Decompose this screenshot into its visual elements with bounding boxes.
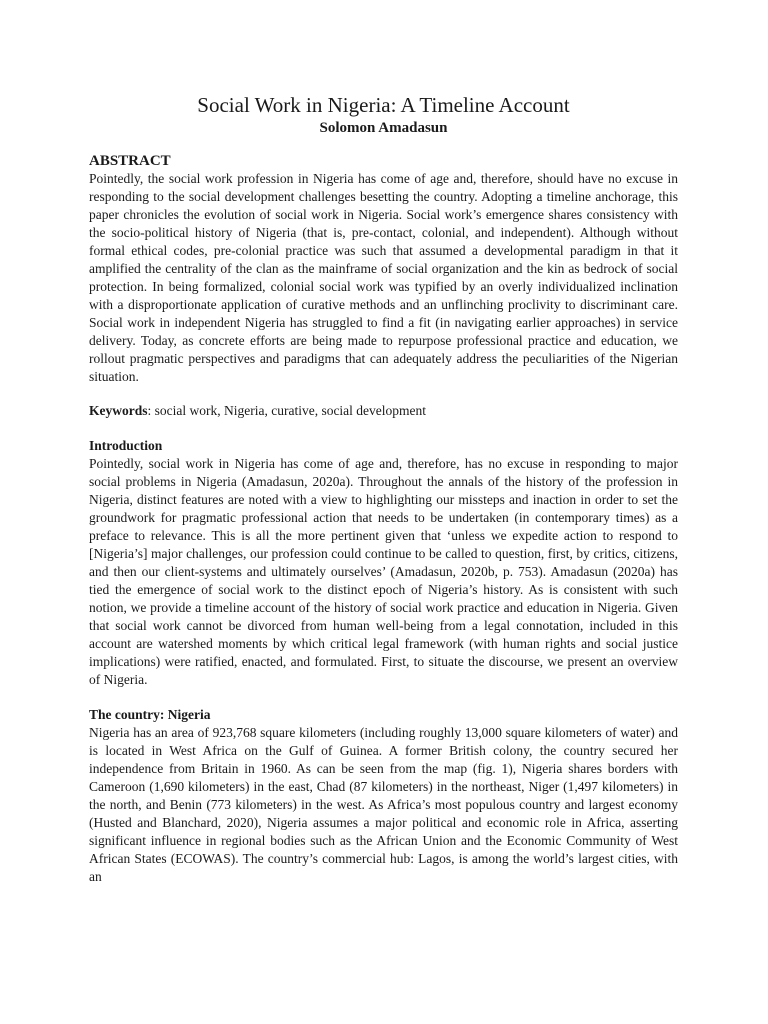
author-name: Solomon Amadasun (319, 120, 448, 136)
keywords-label: Keywords (89, 403, 148, 418)
keywords-line (89, 402, 678, 420)
introduction-heading: Introduction (89, 438, 163, 453)
paper-title: Social Work in Nigeria: A Timeline Account (197, 93, 570, 117)
abstract-heading: ABSTRACT (89, 153, 171, 169)
keywords-text: : social work, Nigeria, curative, social development (147, 403, 427, 418)
abstract-text: Pointedly, the social work profession in Nigeria has come of age and, therefore, should have no excuse in responding to the social development challenges besetting the country. Adopting a timeline anchorage, this paper chronicles the evolution of social work in Nigeria. Social work’s emergence shares consistency with the socio-political history of Nigeria (that is, pre-contact, colonial, and independent). Although without formal ethical codes, pre-colonial practice was such that assumed a developmental paradigm in that it amplified the centrality of the clan as the mainframe of social organization and the kin as bedrock of social protection. In being formalized, colonial social work was typified by an overly individualized inclination with a disproportionate application of curative methods and an unflinching proclivity to discriminant care. Social work in independent Nigeria has struggled to find a fit (in navigating earlier approaches) in service delivery. Today, as concrete efforts are being made to repurpose professional practice and education, we rollout pragmatic perspectives and paradigms that can adequately address the peculiarities of the Nigerian situation. (89, 171, 678, 384)
document-page (89, 92, 678, 886)
country-heading: The country: Nigeria (89, 707, 211, 722)
introduction-text: Pointedly, social work in Nigeria has come of age and, therefore, has no excuse in responding to major social problems in Nigeria (Amadasun, 2020a). Throughout the annals of the history of the profession in Nigeria, distinct features are noted with a view to highlighting our missteps and inaction in order to set the groundwork for pragmatic professional action that needs to be undertaken (in contemporary times) as a preface to relevance. This is all the more pertinent given that ‘unless we expedite action to respond to [Nigeria’s] major challenges, our profession could continue to be called to question, first, by critics, citizens, and then our client-systems and ultimately ourselves’ (Amadasun, 2020b, p. 753). Amadasun (2020a) has tied the emergence of social work to the distinct epoch of Nigeria’s history. As is consistent with such notion, we provide a timeline account of the history of social work practice and education in Nigeria. Given that social work cannot be divorced from human well-being from a legal connotation, included in this account are watershed moments by which critical legal framework (with human rights and social justice implications) were ratified, enacted, and formulated. First, to situate the discourse, we present an overview of Nigeria. (89, 456, 678, 687)
country-text: Nigeria has an area of 923,768 square kilometers (including roughly 13,000 square kilometers of water) and is located in West Africa on the Gulf of Guinea. A former British colony, the country secured her independence from Britain in 1960. As can be seen from the map (fig. 1), Nigeria shares borders with Cameroon (1,690 kilometers) in the east, Chad (87 kilometers) in the northeast, Niger (1,497 kilometers) in the north, and Benin (773 kilometers) in the west. As Africa’s most populous country and largest economy (Husted and Blanchard, 2020), Nigeria assumes a major political and economic role in Africa, asserting significant influence in regional bodies such as the African Union and the Economic Community of West African States (ECOWAS). The country’s commercial hub: Lagos, is among the world’s largest cities, with an (89, 725, 678, 884)
